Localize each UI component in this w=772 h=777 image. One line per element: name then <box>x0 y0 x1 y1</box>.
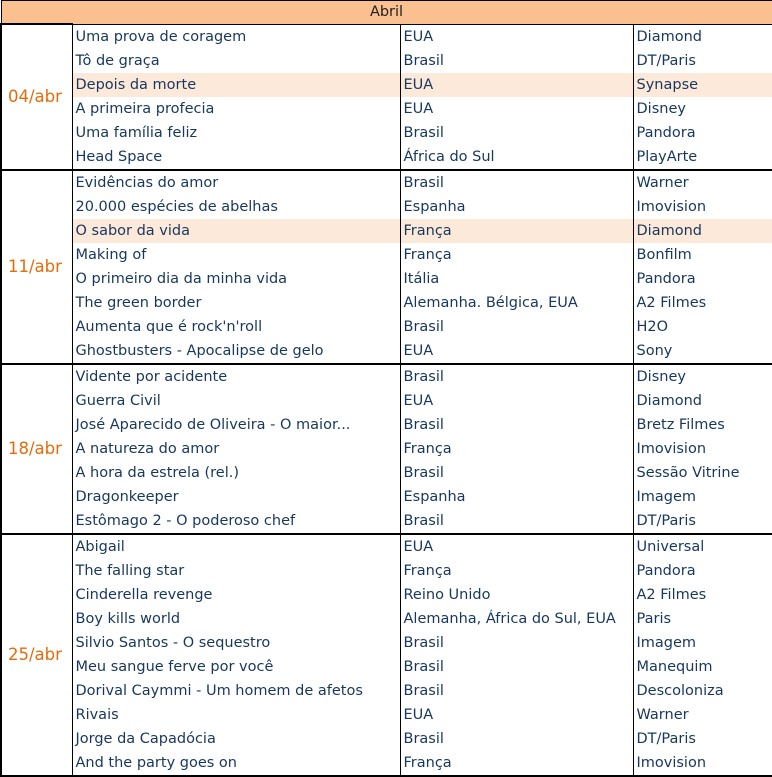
movie-distributor: PlayArte <box>633 145 772 170</box>
movie-distributor: DT/Paris <box>633 727 772 751</box>
movie-country: Brasil <box>400 509 633 534</box>
movie-title: Meu sangue ferve por você <box>72 655 400 679</box>
movie-title: O sabor da vida <box>72 219 400 243</box>
movie-title: A natureza do amor <box>72 437 400 461</box>
movie-title: Cinderella revenge <box>72 583 400 607</box>
movie-distributor: Imovision <box>633 437 772 461</box>
table-row <box>1 583 772 607</box>
movie-distributor: Synapse <box>633 73 772 97</box>
movie-title: Depois da morte <box>72 73 400 97</box>
movie-country: Brasil <box>400 121 633 145</box>
schedule-body <box>1 24 772 776</box>
movie-distributor: Diamond <box>633 24 772 49</box>
movie-country: Brasil <box>400 413 633 437</box>
table-row <box>1 437 772 461</box>
movie-country: Brasil <box>400 727 633 751</box>
table-row <box>1 315 772 339</box>
table-row <box>1 413 772 437</box>
movie-country: França <box>400 243 633 267</box>
movie-title: Uma família feliz <box>72 121 400 145</box>
movie-distributor: Imovision <box>633 751 772 776</box>
movie-country: França <box>400 751 633 776</box>
movie-country: França <box>400 219 633 243</box>
table-row <box>1 145 772 170</box>
release-date: 04/abr <box>1 24 72 170</box>
table-row <box>1 631 772 655</box>
movie-distributor: Imagem <box>633 631 772 655</box>
movie-country: França <box>400 559 633 583</box>
movie-title: A hora da estrela (rel.) <box>72 461 400 485</box>
movie-distributor: H2O <box>633 315 772 339</box>
movie-title: Dorival Caymmi - Um homem de afetos <box>72 679 400 703</box>
movie-distributor: Bretz Filmes <box>633 413 772 437</box>
table-row <box>1 389 772 413</box>
release-date: 18/abr <box>1 364 72 534</box>
movie-country: Reino Unido <box>400 583 633 607</box>
movie-country: EUA <box>400 703 633 727</box>
table-row <box>1 267 772 291</box>
movie-distributor: A2 Filmes <box>633 291 772 315</box>
movie-title: Dragonkeeper <box>72 485 400 509</box>
movie-distributor: Warner <box>633 703 772 727</box>
movie-title: Boy kills world <box>72 607 400 631</box>
movie-distributor: Imovision <box>633 195 772 219</box>
movie-distributor: Bonfilm <box>633 243 772 267</box>
release-date: 25/abr <box>1 534 72 776</box>
movie-country: Alemanha. Bélgica, EUA <box>400 291 633 315</box>
movie-distributor: Pandora <box>633 121 772 145</box>
movie-country: EUA <box>400 73 633 97</box>
table-row <box>1 291 772 315</box>
table-row <box>1 703 772 727</box>
movie-country: Itália <box>400 267 633 291</box>
movie-title: Jorge da Capadócia <box>72 727 400 751</box>
movie-title: O primeiro dia da minha vida <box>72 267 400 291</box>
movie-title: Tô de graça <box>72 49 400 73</box>
movie-country: Espanha <box>400 485 633 509</box>
movie-distributor: Imagem <box>633 485 772 509</box>
movie-distributor: Pandora <box>633 267 772 291</box>
table-row <box>1 509 772 534</box>
movie-title: The green border <box>72 291 400 315</box>
movie-country: EUA <box>400 534 633 559</box>
movie-distributor: DT/Paris <box>633 49 772 73</box>
month-header-row <box>1 1 772 25</box>
movie-distributor: Paris <box>633 607 772 631</box>
movie-distributor: Descoloniza <box>633 679 772 703</box>
table-row <box>1 121 772 145</box>
table-row <box>1 655 772 679</box>
movie-title: Estômago 2 - O poderoso chef <box>72 509 400 534</box>
table-row <box>1 607 772 631</box>
movie-country: EUA <box>400 389 633 413</box>
table-row <box>1 727 772 751</box>
movie-distributor: Universal <box>633 534 772 559</box>
movie-title: 20.000 espécies de abelhas <box>72 195 400 219</box>
movie-title: Aumenta que é rock'n'roll <box>72 315 400 339</box>
table-row <box>1 49 772 73</box>
movie-title: Silvio Santos - O sequestro <box>72 631 400 655</box>
movie-country: Brasil <box>400 315 633 339</box>
movie-title: José Aparecido de Oliveira - O maior... <box>72 413 400 437</box>
table-row <box>1 170 772 195</box>
movie-distributor: Pandora <box>633 559 772 583</box>
movie-title: And the party goes on <box>72 751 400 776</box>
movie-country: EUA <box>400 97 633 121</box>
table-row <box>1 485 772 509</box>
movie-distributor: Disney <box>633 97 772 121</box>
movie-title: Abigail <box>72 534 400 559</box>
release-date: 11/abr <box>1 170 72 364</box>
movie-country: Brasil <box>400 679 633 703</box>
movie-title: Evidências do amor <box>72 170 400 195</box>
table-row <box>1 219 772 243</box>
movie-distributor: A2 Filmes <box>633 583 772 607</box>
movie-distributor: Diamond <box>633 219 772 243</box>
movie-country: Brasil <box>400 364 633 389</box>
movie-title: Ghostbusters - Apocalipse de gelo <box>72 339 400 364</box>
movie-country: Brasil <box>400 170 633 195</box>
table-row <box>1 195 772 219</box>
movie-distributor: Manequim <box>633 655 772 679</box>
movie-country: EUA <box>400 339 633 364</box>
movie-title: Guerra Civil <box>72 389 400 413</box>
movie-distributor: Disney <box>633 364 772 389</box>
table-row <box>1 534 772 559</box>
table-row <box>1 97 772 121</box>
movie-title: Rivais <box>72 703 400 727</box>
movie-distributor: Warner <box>633 170 772 195</box>
movie-country: Brasil <box>400 461 633 485</box>
table-row <box>1 73 772 97</box>
table-row <box>1 461 772 485</box>
movie-country: EUA <box>400 24 633 49</box>
movie-title: The falling star <box>72 559 400 583</box>
table-row <box>1 679 772 703</box>
movie-distributor: Sony <box>633 339 772 364</box>
movie-title: Uma prova de coragem <box>72 24 400 49</box>
movie-title: Making of <box>72 243 400 267</box>
table-row <box>1 339 772 364</box>
month-header: Abril <box>1 1 772 25</box>
movie-country: Brasil <box>400 49 633 73</box>
movie-title: Head Space <box>72 145 400 170</box>
movie-country: França <box>400 437 633 461</box>
movie-distributor: Diamond <box>633 389 772 413</box>
table-row <box>1 751 772 776</box>
movie-title: Vidente por acidente <box>72 364 400 389</box>
table-row <box>1 559 772 583</box>
table-row <box>1 243 772 267</box>
movie-country: Brasil <box>400 655 633 679</box>
movie-country: Espanha <box>400 195 633 219</box>
table-row <box>1 364 772 389</box>
table-row <box>1 24 772 49</box>
movie-title: A primeira profecia <box>72 97 400 121</box>
movie-country: Alemanha, África do Sul, EUA <box>400 607 633 631</box>
movie-country: Brasil <box>400 631 633 655</box>
movie-distributor: DT/Paris <box>633 509 772 534</box>
movie-country: África do Sul <box>400 145 633 170</box>
movie-distributor: Sessão Vitrine <box>633 461 772 485</box>
